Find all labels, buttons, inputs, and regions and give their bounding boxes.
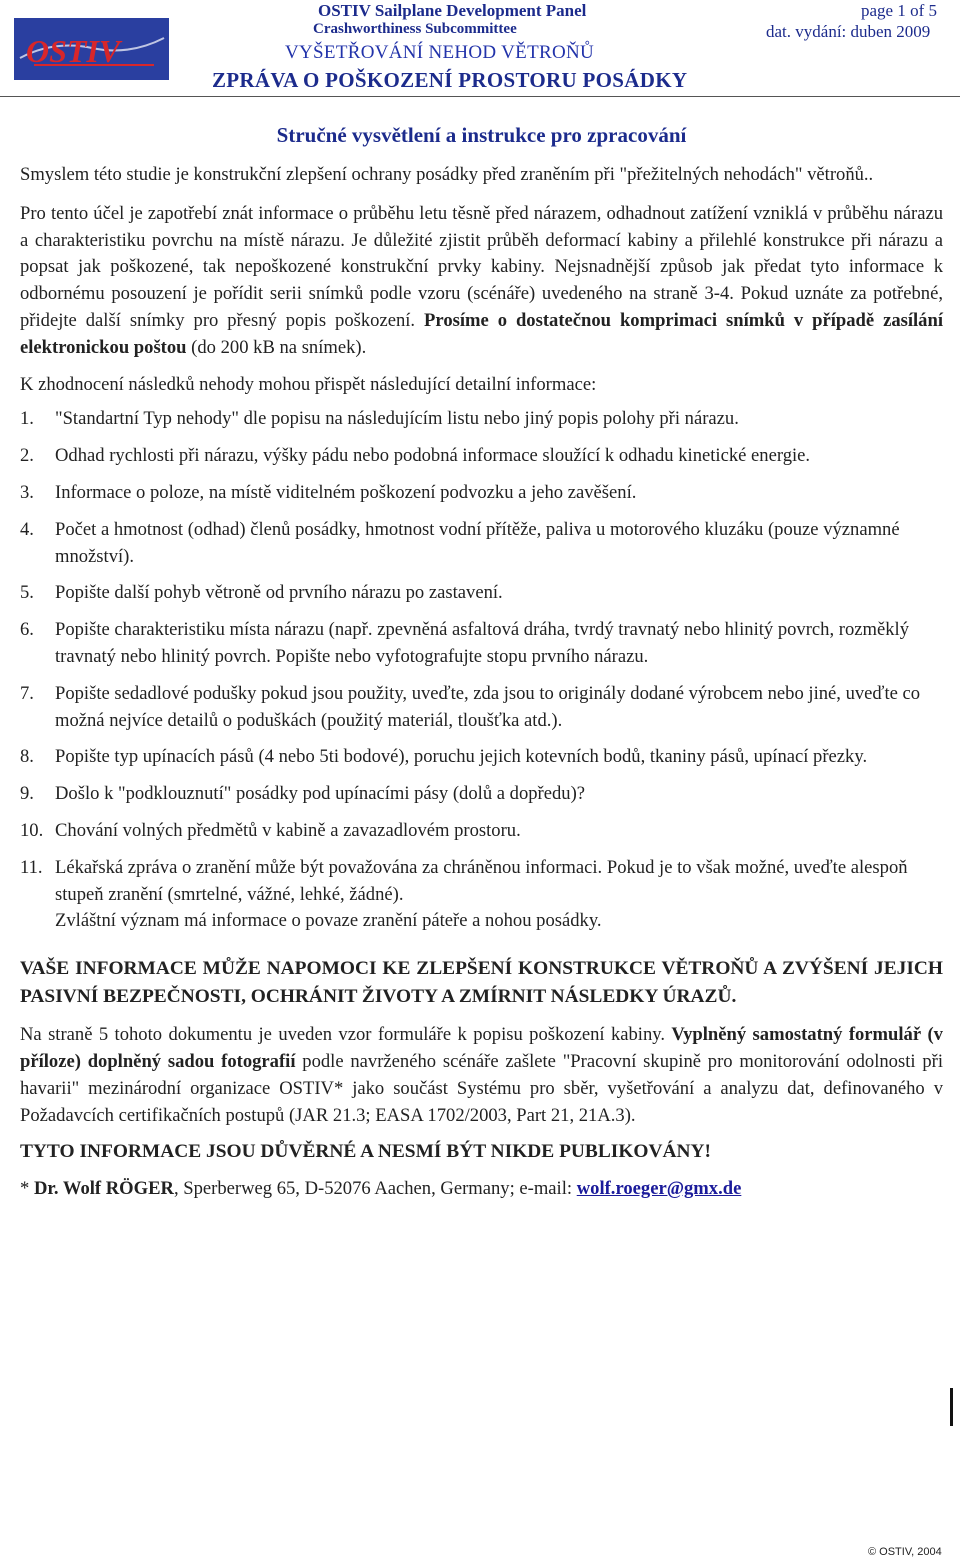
item-number: 7. [20,682,34,704]
closing-paragraph [20,1022,943,1129]
page-header [0,0,960,98]
section-title: Stručné vysvětlení a instrukce pro zpracování [276,123,687,147]
confidential-notice: TYTO INFORMACE JSOU DŮVĚRNÉ A NESMÍ BÝT NIKDE PUBLIKOVÁNY! [20,1141,711,1163]
contact-address: , Sperberweg 65, D-52076 Aachen, Germany; e-mail: [173,1178,573,1200]
email-link[interactable]: wolf.roeger@gmx.de [576,1178,742,1200]
copyright-footer: © OSTIV, 2004 [868,1546,942,1558]
item-number: 10. [20,819,44,841]
item-text: Popište další pohyb větroně od prvního nárazu po zastavení. [55,582,503,604]
form-reference: Na straně 5 tohoto dokumentu je uveden vzor formuláře k popisu poškození kabiny. [20,1024,666,1046]
document-body [20,120,943,1203]
item-text: Popište charakteristiku místa nárazu (např. zpevněná asfaltová dráha, tvrdý travnatý nebo hlinitý povrch, rozměklý travnatý nebo hlinitý povrch. Popište nebo vyfotografujte stopu prvního nárazu. [55,619,909,667]
contact-line [20,1176,943,1203]
item-text: Informace o poloze, na místě viditelném poškození podvozku a jeho zavěšení. [55,481,637,503]
list-item [20,781,943,808]
page-number: page 1 of 5 [861,1,938,20]
size-limit: (do 200 kB na snímek). [191,336,367,358]
item-text: Popište typ upínacích pásů (4 nebo 5ti bodové), poruchu jejich kotevních bodů, tkaniny pásů, upínací přezky. [55,746,868,768]
item-number: 11. [20,856,43,878]
item-number: 8. [20,746,34,768]
info-list [20,406,943,935]
item-text-extra: Zvláštní význam má informace o povaze zranění páteře a nohou posádky. [55,910,602,932]
importance-notice: VAŠE INFORMACE MŮŽE NAPOMOCI KE ZLEPŠENÍ KONSTRUKCE VĚTROŇŮ A ZVÝŠENÍ JEJICH PASIVNÍ BEZPEČNOSTI, OCHRÁNIT ŽIVOTY A ZMÍRNIT NÁSLEDKY ÚRAZŮ. [20,958,943,1007]
list-item [20,580,943,607]
change-bar [950,1388,953,1426]
list-item [20,406,943,433]
intro-text: Pro tento účel je zapotřebí znát informace o průběhu letu těsně před nárazem, odhadnout zatížení vzniklá v průběhu nárazu a charakteristiku povrchu na místě nárazu. Je důležité zjistit průběh deformací kabiny a přilehlé konstrukce při nárazu a popsat jak poškozené, tak nepoškozené konstrukční prvky kabiny. Nejsnadnější způsob jak předat tyto informace k odbornému posouzení je pořídit serii snímků podle vzoru (scénáře) uvedeného na straně 3-4. Pokud uznáte za potřebné, přidejte další snímky pro přesný popis poškození. [20,202,943,331]
list-item [20,517,943,571]
item-number: 5. [20,582,34,604]
item-text: Došlo k "podklouznutí" posádky pod upínacími pásy (dolů a dopředu)? [55,783,586,805]
header-divider [0,96,960,97]
list-item [20,617,943,671]
item-number: 9. [20,783,34,805]
list-intro: K zhodnocení následků nehody mohou přispět následující detailní informace: [20,373,597,395]
list-item [20,855,943,935]
org-name: OSTIV Sailplane Development Panel [318,1,587,20]
list-item [20,681,943,735]
list-item [20,443,943,470]
list-item [20,480,943,507]
list-item [20,744,943,771]
item-text: Odhad rychlosti při nárazu, výšky pádu nebo podobná informace sloužící k odhadu kinetické energie. [55,445,811,467]
footnote-star: * [20,1178,30,1200]
compression-request: Prosíme o dostatečnou komprimaci snímků v případě zasílání elektronickou poštou [20,309,943,358]
logo-text: OSTIV [26,33,121,69]
list-item [20,818,943,845]
issue-date: dat. vydání: duben 2009 [766,22,931,41]
intro-paragraph-1: Smyslem této studie je konstrukční zlepšení ochrany posádky před zraněním při "přežitelných nehodách" větroňů.. [20,164,874,185]
item-number: 3. [20,481,34,503]
contact-name: Dr. Wolf RÖGER [33,1178,174,1200]
ostiv-logo [14,18,169,80]
item-number: 4. [20,518,34,540]
item-text: Chování volných předmětů v kabině a zavazadlovém prostoru. [55,819,521,841]
item-number: 6. [20,619,34,641]
document-title: VYŠETŘOVÁNÍ NEHOD VĚTROŇŮ [285,42,595,63]
subcommittee-name: Crashworthiness Subcommittee [313,21,517,37]
form-instruction: Vyplněný samostatný formulář (v příloze) doplněný sadou fotografií [20,1024,943,1072]
submission-details: podle navrženého scénáře zašlete "Pracovní skupině pro monitorování odolnosti při havarii" mezinárodní organizace OSTIV* jako součást Systému pro sběr, vyšetřování a analyzu dat, definovaného v Požadavcích certifikačních postupů (JAR 21.3; EASA 1702/2003, Part 21, 21A.3). [20,1050,943,1126]
item-number: 1. [20,408,34,430]
item-text: Popište sedadlové podušky pokud jsou použity, uveďte, zda jsou to originály dodané výrobcem nebo jiné, uveďte co možná nejvíce detailů o poduškách (použitý materiál, tloušťka atd.). [55,682,921,731]
item-text: Lékařská zpráva o zranění může být považována za chráněnou informaci. Pokud je to však možné, uveďte alespoň stupeň zranění (smrtelné, vážné, lehké, žádné). [55,856,908,905]
intro-paragraph-2 [20,201,943,362]
item-text: "Standartní Typ nehody" dle popisu na následujícím listu nebo jiný popis polohy při nárazu. [55,408,739,430]
item-text: Počet a hmotnost (odhad) členů posádky, hmotnost vodní přítěže, paliva u motorového kluzáku (pouze významné množství). [55,518,900,567]
item-number: 2. [20,445,34,467]
document-subtitle: ZPRÁVA O POŠKOZENÍ PROSTORU POSÁDKY [212,68,688,92]
